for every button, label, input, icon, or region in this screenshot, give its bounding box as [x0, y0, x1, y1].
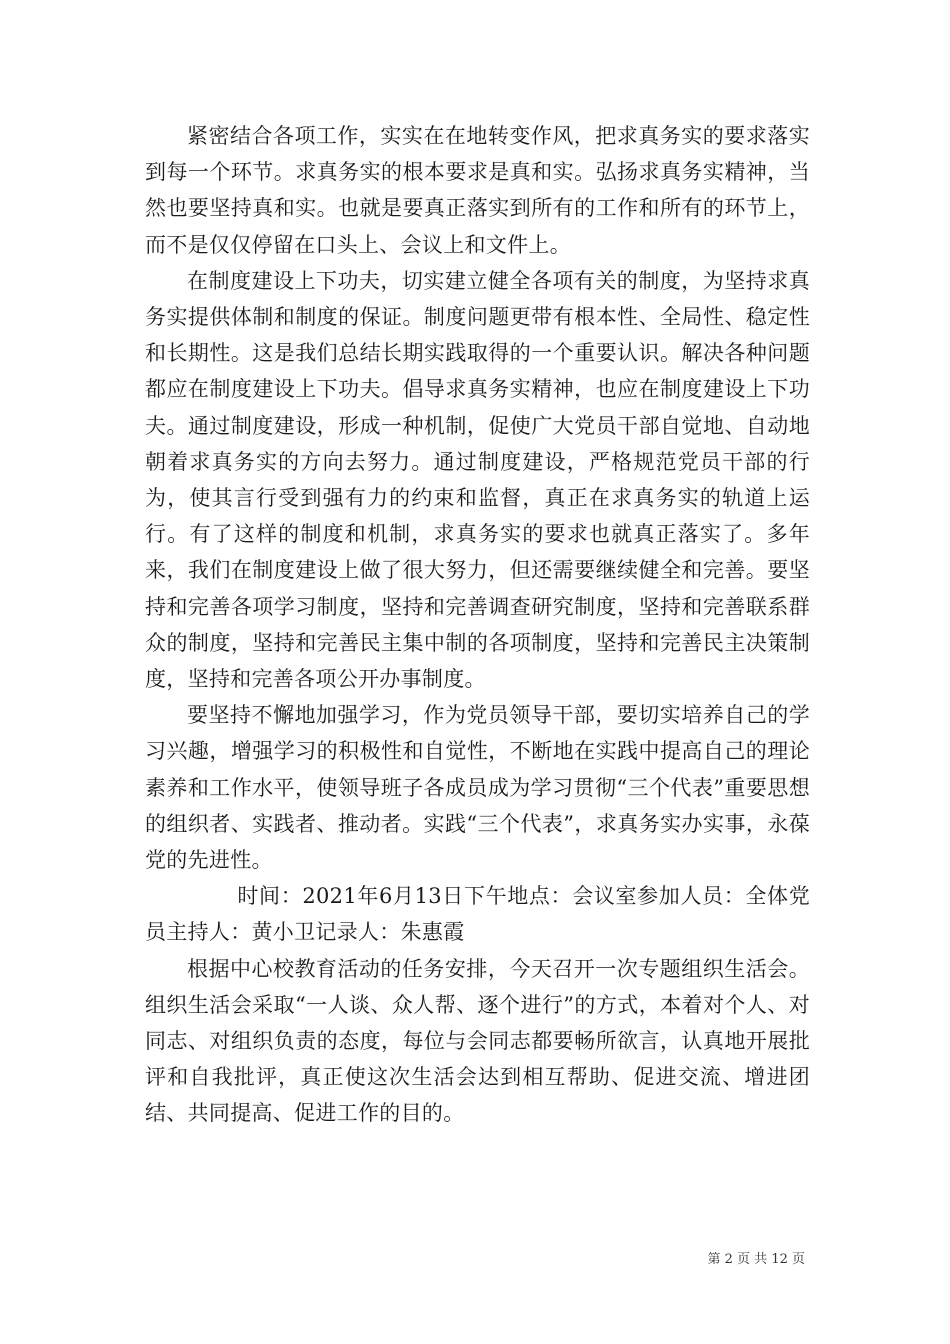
paragraph-work-style: 紧密结合各项工作，实实在在地转变作风，把求真务实的要求落实到每一个环节。求真务实的根本要求是真和实。弘扬求真务实精神，当然也要坚持真和实。也就是要真正落实到所有的工作和所有的环节上，而不是仅仅停留在口头上、会议上和文件上。: [145, 124, 810, 257]
paragraph-study: 要坚持不懈地加强学习，作为党员领导干部，要切实培养自己的学习兴趣，增强学习的积极性和自觉性，不断地在实践中提高自己的理论素养和工作水平，使领导班子各成员成为学习贯彻“三个代表”重要思想的组织者、实践者、推动者。实践“三个代表”，求真务实办实事，永葆党的先进性。: [145, 703, 810, 873]
meeting-meta-line: 时间：2021年6月13日下午地点：会议室参加人员：全体党员主持人：黄小卫记录人：朱惠霞: [145, 884, 810, 945]
document-body: [145, 118, 810, 1132]
page-number-footer: 第 2 页 共 12 页: [707, 1252, 805, 1267]
paragraph-institution-building: 在制度建设上下功夫，切实建立健全各项有关的制度，为坚持求真务实提供体制和制度的保证。制度问题更带有根本性、全局性、稳定性和长期性。这是我们总结长期实践取得的一个重要认识。解决各种问题都应在制度建设上下功夫。倡导求真务实精神，也应在制度建设上下功夫。通过制度建设，形成一种机制，促使广大党员干部自觉地、自动地朝着求真务实的方向去努力。通过制度建设，严格规范党员干部的行为，使其言行受到强有力的约束和监督，真正在求真务实的轨道上运行。有了这样的制度和机制，求真务实的要求也就真正落实了。多年来，我们在制度建设上做了很大努力，但还需要继续健全和完善。要坚持和完善各项学习制度，坚持和完善调查研究制度，坚持和完善联系群众的制度，坚持和完善民主集中制的各项制度，坚持和完善民主决策制度，坚持和完善各项公开办事制度。: [145, 268, 810, 692]
paragraph-meeting-purpose: 根据中心校教育活动的任务安排，今天召开一次专题组织生活会。组织生活会采取“一人谈、众人帮、逐个进行”的方式，本着对个人、对同志、对组织负责的态度，每位与会同志都要畅所欲言，认真地开展批评和自我批评，真正使这次生活会达到相互帮助、促进交流、增进团结、共同提高、促进工作的目的。: [145, 956, 810, 1126]
